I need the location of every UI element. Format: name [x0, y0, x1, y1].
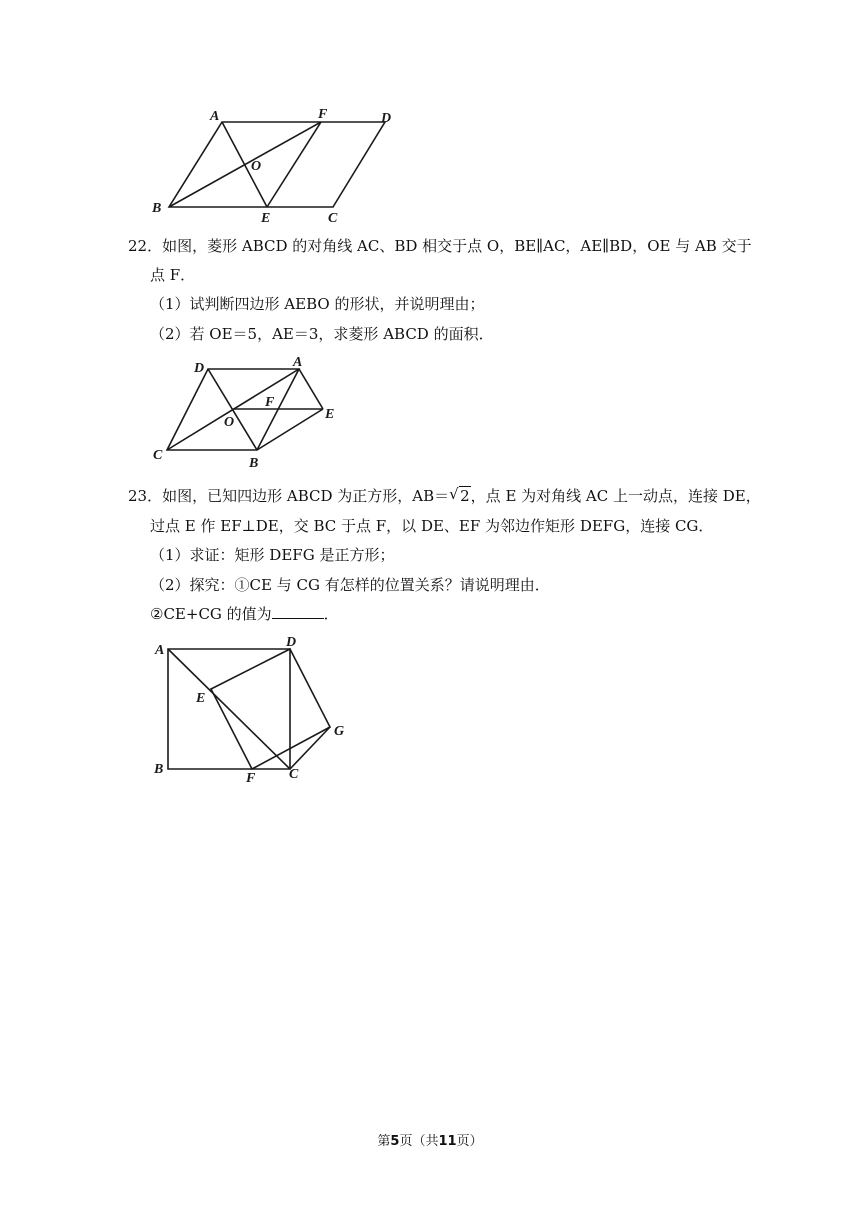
footer-post: 页）	[456, 1134, 483, 1149]
label-a: A	[155, 643, 165, 658]
label-e: E	[196, 691, 206, 706]
sqrt-expression	[449, 486, 471, 506]
q22-part1: （1）试判断四边形 AEBO 的形状，并说明理由；	[150, 295, 485, 313]
figure-rhombus	[145, 352, 355, 472]
segment-ae	[299, 369, 323, 409]
q23-line2: 过点 E 作 EF⊥DE，交 BC 于点 F，以 DE、EF 为邻边作矩形 DEFG，连接 CG．	[150, 517, 714, 535]
q23-line1	[128, 486, 761, 506]
footer-pre: 第	[377, 1134, 391, 1149]
q22-part2: （2）若 OE＝5，AE＝3，求菱形 ABCD 的面积．	[150, 325, 494, 343]
sqrt-symbol: √	[449, 485, 459, 503]
footer-mid: 页（共	[399, 1134, 439, 1149]
q23-line1-post: ，点 E 为对角线 AC 上一动点，连接 DE，	[470, 487, 761, 505]
footer-page-number: 5	[390, 1134, 400, 1149]
answer-blank	[272, 604, 324, 619]
label-e: E	[325, 407, 335, 422]
segment-cg	[290, 727, 330, 769]
q23-part2: （2）探究：①CE 与 CG 有怎样的位置关系？请说明理由．	[150, 576, 550, 594]
label-c: C	[328, 211, 338, 226]
parallelogram-outline	[169, 122, 385, 207]
label-d: D	[286, 635, 297, 650]
page-footer	[0, 1130, 860, 1149]
label-a: A	[293, 355, 303, 370]
label-o: O	[224, 415, 235, 430]
label-g: G	[334, 724, 345, 739]
label-d: D	[194, 361, 205, 376]
segment-fe	[267, 122, 321, 207]
q23-part3-post: ．	[323, 605, 339, 623]
q23-part3-pre: ②CE+CG 的值为	[150, 605, 272, 623]
q22-line2: 点 F．	[150, 266, 196, 284]
label-a: A	[210, 109, 220, 124]
label-d: D	[381, 111, 392, 126]
label-f: F	[246, 771, 256, 786]
label-b: B	[152, 201, 162, 216]
footer-total-pages: 11	[438, 1134, 457, 1149]
figure-parallelogram	[140, 100, 410, 225]
q23-part1: （1）求证：矩形 DEFG 是正方形；	[150, 546, 395, 564]
label-b: B	[154, 762, 164, 777]
q23-part3	[150, 604, 339, 624]
label-e: E	[261, 211, 271, 226]
q23-line1-pre: 23．如图，已知四边形 ABCD 为正方形，AB＝	[128, 487, 450, 505]
segment-bf	[169, 122, 321, 207]
q22-line1: 22．如图，菱形 ABCD 的对角线 AC、BD 相交于点 O，BE∥AC，AE∥BD，OE 与 AB 交于	[128, 237, 752, 255]
sqrt-radicand: 2	[460, 487, 470, 505]
figure-square	[150, 632, 360, 784]
label-f: F	[318, 107, 328, 122]
label-o: O	[251, 159, 262, 174]
label-c: C	[153, 448, 163, 463]
label-c: C	[289, 767, 299, 782]
label-b: B	[249, 456, 259, 471]
label-f: F	[265, 395, 275, 410]
diagonal-ac	[168, 649, 290, 769]
